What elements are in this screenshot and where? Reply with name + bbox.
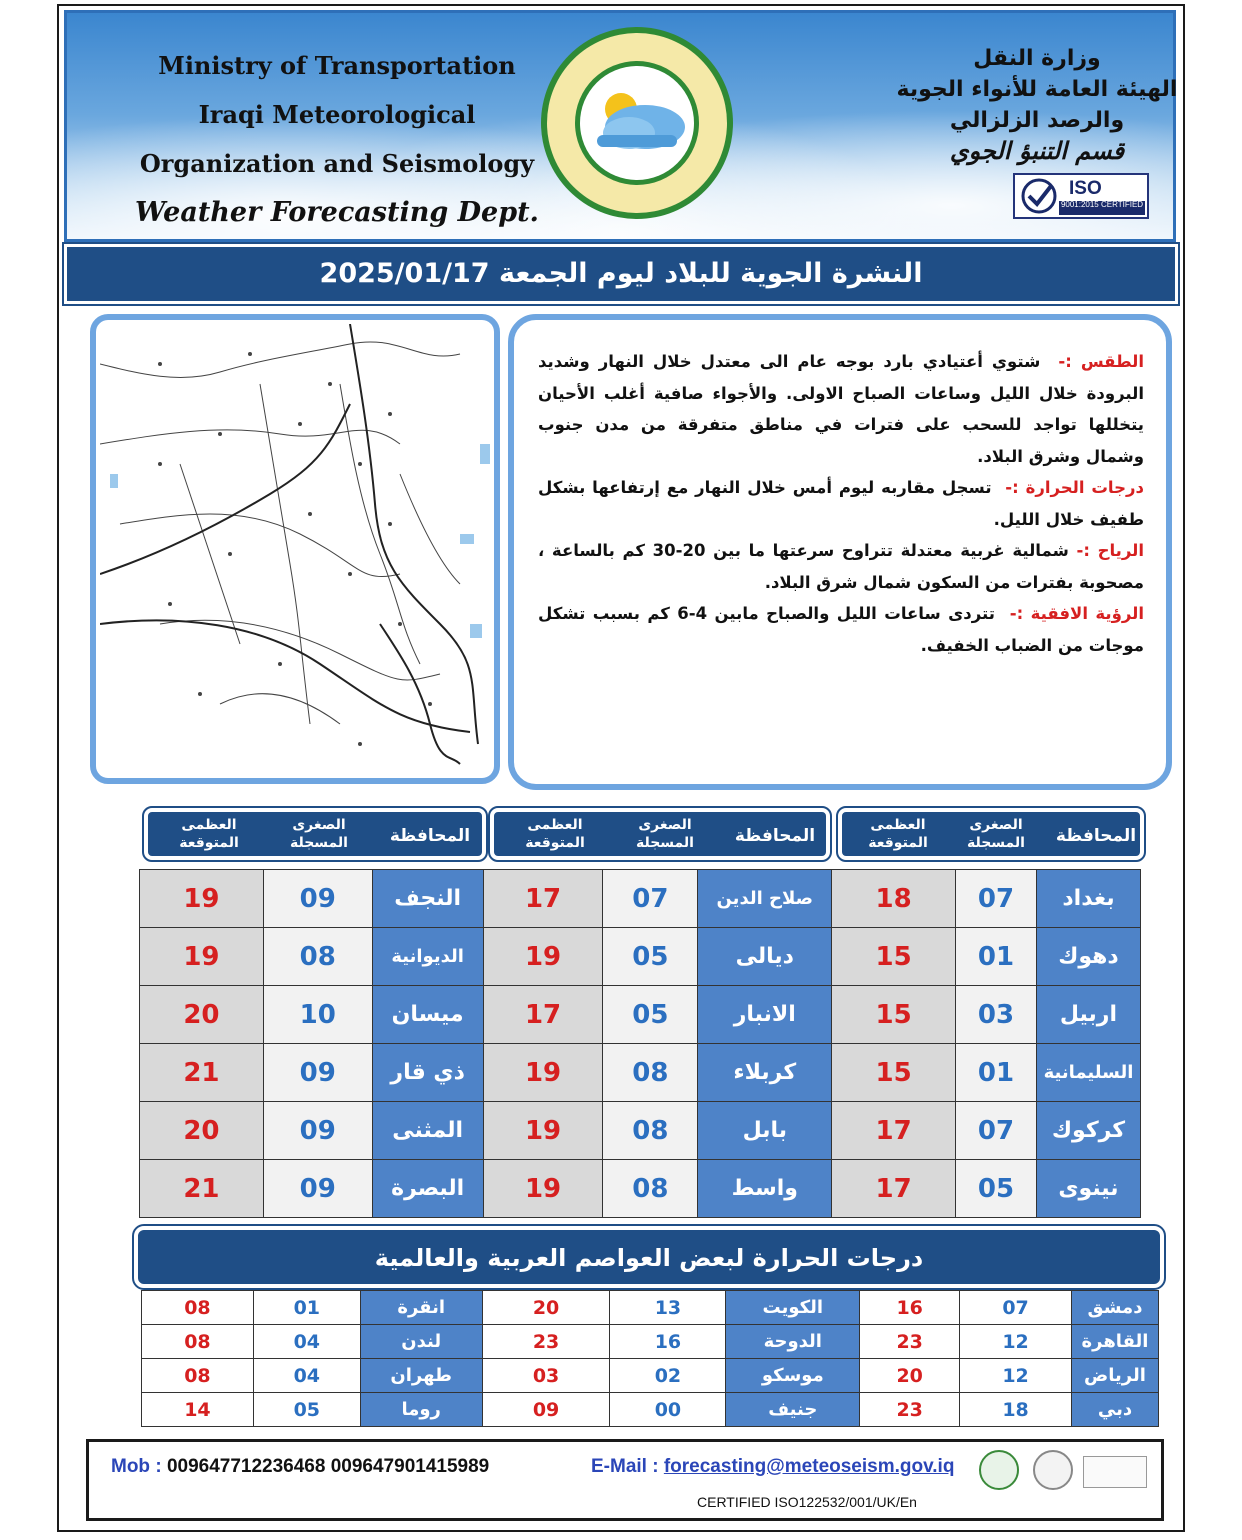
weather-text: شتوي أعتيادي بارد بوجه عام الى معتدل خلال النهار وشديد البرودة خلال الليل وساعات الصباح الاولى. والأجواء صافية أغلب الأحيان يتخللها تواجد للسحب على فترات في مناطق متفرقة من مدن جنوب وشمال وشرق البلاد. — [538, 352, 1144, 466]
city-name-cell: كركوك — [1036, 1102, 1140, 1160]
city-name-cell: البصرة — [372, 1160, 483, 1218]
max-temp-cell: 15 — [832, 928, 956, 986]
min-temp-cell: 05 — [956, 1160, 1037, 1218]
min-temp-cell: 07 — [956, 870, 1037, 928]
table-row — [140, 1160, 1141, 1218]
min-temp-cell: 05 — [603, 986, 698, 1044]
max-temp-cell: 20 — [860, 1359, 960, 1393]
city-name-cell: السليمانية — [1036, 1044, 1140, 1102]
max-temp-cell: 19 — [483, 928, 603, 986]
iraq-map — [90, 314, 500, 784]
min-temp-cell: 01 — [956, 1044, 1037, 1102]
max-temp-cell: 17 — [483, 870, 603, 928]
city-name-cell: موسكو — [726, 1359, 860, 1393]
city-name-cell: ذي قار — [372, 1044, 483, 1102]
max-temp-cell: 08 — [142, 1325, 254, 1359]
iso-badge — [1013, 173, 1149, 219]
weather-paragraph — [538, 346, 1144, 472]
header-province: المحافظة — [389, 826, 471, 846]
min-temp-cell: 04 — [253, 1359, 360, 1393]
organization-seal-icon — [537, 23, 737, 223]
city-name-cell: صلاح الدين — [698, 870, 832, 928]
max-temp-cell: 21 — [140, 1160, 264, 1218]
min-temp-cell: 02 — [610, 1359, 726, 1393]
header-en-line-2: Iraqi Meteorological — [198, 100, 476, 129]
max-temp-cell: 20 — [482, 1291, 610, 1325]
max-temp-cell: 18 — [832, 870, 956, 928]
min-temp-cell: 00 — [610, 1393, 726, 1427]
header-en-line-3: Organization and Seismology — [139, 149, 535, 178]
capitals-table — [141, 1290, 1159, 1427]
max-temp-cell: 17 — [832, 1160, 956, 1218]
mobile-numbers: Mob : 009647712236468 009647901415989 — [111, 1456, 490, 1477]
max-temp-cell: 23 — [482, 1325, 610, 1359]
city-name-cell: لندن — [360, 1325, 482, 1359]
max-temp-cell: 15 — [832, 1044, 956, 1102]
email: E-Mail : forecasting@meteoseism.gov.iq — [591, 1456, 955, 1477]
max-temp-cell: 19 — [483, 1102, 603, 1160]
iso-sub: 9001:2015 CERTIFIED — [1059, 201, 1145, 215]
min-temp-cell: 05 — [603, 928, 698, 986]
max-temp-cell: 14 — [142, 1393, 254, 1427]
visibility-paragraph — [538, 598, 1144, 661]
min-temp-cell: 09 — [263, 870, 372, 928]
iso-label: ISO — [1069, 178, 1102, 199]
wind-paragraph — [538, 535, 1144, 598]
header-min: الصغرى المسجلة — [290, 817, 348, 851]
max-temp-cell: 17 — [832, 1102, 956, 1160]
table-row — [142, 1325, 1159, 1359]
header-english — [127, 41, 547, 237]
city-name-cell: انقرة — [360, 1291, 482, 1325]
city-name-cell: الرياض — [1071, 1359, 1158, 1393]
max-temp-cell: 23 — [860, 1393, 960, 1427]
min-temp-cell: 12 — [960, 1359, 1072, 1393]
table-row — [140, 928, 1141, 986]
city-name-cell: ميسان — [372, 986, 483, 1044]
min-temp-cell: 05 — [253, 1393, 360, 1427]
footer-logo-icon-3 — [1083, 1456, 1147, 1488]
map-icon — [100, 324, 492, 776]
max-temp-cell: 21 — [140, 1044, 264, 1102]
city-name-cell: الكويت — [726, 1291, 860, 1325]
city-name-cell: بابل — [698, 1102, 832, 1160]
capitals-title: درجات الحرارة لبعض العواصم العربية والعالمية — [134, 1226, 1164, 1288]
min-temp-cell: 08 — [603, 1044, 698, 1102]
min-temp-cell: 09 — [263, 1044, 372, 1102]
temperature-paragraph — [538, 472, 1144, 535]
max-temp-cell: 19 — [483, 1044, 603, 1102]
city-name-cell: الانبار — [698, 986, 832, 1044]
min-temp-cell: 09 — [263, 1102, 372, 1160]
city-name-cell: الدوحة — [726, 1325, 860, 1359]
max-temp-cell: 17 — [483, 986, 603, 1044]
city-name-cell: كربلاء — [698, 1044, 832, 1102]
visibility-label: الرؤية الافقية :- — [1009, 604, 1144, 623]
header-arabic — [867, 43, 1207, 167]
min-temp-cell: 07 — [960, 1291, 1072, 1325]
city-name-cell: النجف — [372, 870, 483, 928]
table-row — [142, 1393, 1159, 1427]
max-temp-cell: 19 — [140, 928, 264, 986]
footer-logo-icon-2 — [1033, 1450, 1073, 1490]
table-row — [142, 1291, 1159, 1325]
forecast-panel — [508, 314, 1172, 790]
wind-text: شمالية غربية معتدلة تتراوح سرعتها ما بين 20-30 كم بالساعة ، مصحوبة بفترات من السكون شمال شرق البلاد. — [538, 541, 1144, 592]
min-temp-cell: 04 — [253, 1325, 360, 1359]
header-en-dept: Weather Forecasting Dept. — [135, 197, 539, 228]
city-name-cell: المثنى — [372, 1102, 483, 1160]
temperature-label: درجات الحرارة :- — [1005, 478, 1144, 497]
city-name-cell: القاهرة — [1071, 1325, 1158, 1359]
header-max: العظمى المتوقعة — [525, 817, 585, 851]
header-banner — [64, 10, 1176, 242]
header-ar-line-1: وزارة النقل — [973, 46, 1101, 71]
table-row — [140, 1102, 1141, 1160]
footer-logo-icon — [979, 1450, 1019, 1490]
max-temp-cell: 20 — [140, 1102, 264, 1160]
mobile-value: 009647712236468 009647901415989 — [166, 1456, 490, 1477]
provinces-table — [139, 869, 1141, 1218]
table-header-group-1 — [838, 808, 1144, 860]
header-province: المحافظة — [1055, 826, 1137, 846]
min-temp-cell: 07 — [603, 870, 698, 928]
max-temp-cell: 20 — [140, 986, 264, 1044]
header-min: الصغرى المسجلة — [967, 817, 1025, 851]
city-name-cell: واسط — [698, 1160, 832, 1218]
max-temp-cell: 16 — [860, 1291, 960, 1325]
temperature-text: تسجل مقاربه ليوم أمس خلال النهار مع إرتفاعها بشكل طفيف خلال الليل. — [538, 478, 1144, 529]
city-name-cell: بغداد — [1036, 870, 1140, 928]
bulletin-title: النشرة الجوية للبلاد ليوم الجمعة 2025/01/17 — [64, 244, 1178, 304]
city-name-cell: الديوانية — [372, 928, 483, 986]
header-ar-dept: قسم التنبؤ الجوي — [949, 137, 1125, 165]
min-temp-cell: 18 — [960, 1393, 1072, 1427]
email-link[interactable]: forecasting@meteoseism.gov.iq — [663, 1456, 955, 1477]
wind-label: الرياح :- — [1076, 541, 1144, 560]
min-temp-cell: 16 — [610, 1325, 726, 1359]
city-name-cell: ديالى — [698, 928, 832, 986]
table-header-group-2 — [490, 808, 830, 860]
city-name-cell: روما — [360, 1393, 482, 1427]
min-temp-cell: 01 — [253, 1291, 360, 1325]
table-row — [142, 1359, 1159, 1393]
weather-label: الطقس :- — [1058, 352, 1144, 371]
city-name-cell: نينوى — [1036, 1160, 1140, 1218]
max-temp-cell: 08 — [142, 1291, 254, 1325]
max-temp-cell: 19 — [140, 870, 264, 928]
footer — [86, 1439, 1164, 1521]
visibility-text: تتردى ساعات الليل والصباح مابين 4-6 كم بسبب تشكل موجات من الضباب الخفيف. — [538, 604, 1144, 655]
header-province: المحافظة — [734, 826, 816, 846]
max-temp-cell: 09 — [482, 1393, 610, 1427]
header-ar-line-3: والرصد الزلزالي — [949, 108, 1125, 133]
header-en-line-1: Ministry of Transportation — [158, 51, 516, 80]
city-name-cell: اربيل — [1036, 986, 1140, 1044]
header-max: العظمى المتوقعة — [179, 817, 239, 851]
max-temp-cell: 23 — [860, 1325, 960, 1359]
max-temp-cell: 08 — [142, 1359, 254, 1393]
city-name-cell: جنيف — [726, 1393, 860, 1427]
min-temp-cell: 09 — [263, 1160, 372, 1218]
min-temp-cell: 01 — [956, 928, 1037, 986]
min-temp-cell: 08 — [603, 1102, 698, 1160]
header-ar-line-2: الهيئة العامة للأنواء الجوية — [896, 77, 1178, 102]
min-temp-cell: 07 — [956, 1102, 1037, 1160]
min-temp-cell: 08 — [603, 1160, 698, 1218]
city-name-cell: دمشق — [1071, 1291, 1158, 1325]
min-temp-cell: 12 — [960, 1325, 1072, 1359]
city-name-cell: طهران — [360, 1359, 482, 1393]
table-header-group-3 — [144, 808, 486, 860]
check-icon — [1019, 176, 1059, 216]
min-temp-cell: 08 — [263, 928, 372, 986]
table-row — [140, 1044, 1141, 1102]
header-min: الصغرى المسجلة — [636, 817, 694, 851]
max-temp-cell: 19 — [483, 1160, 603, 1218]
max-temp-cell: 03 — [482, 1359, 610, 1393]
forecast-text — [538, 346, 1144, 661]
city-name-cell: دهوك — [1036, 928, 1140, 986]
table-row — [140, 870, 1141, 928]
min-temp-cell: 13 — [610, 1291, 726, 1325]
max-temp-cell: 15 — [832, 986, 956, 1044]
min-temp-cell: 10 — [263, 986, 372, 1044]
header-max: العظمى المتوقعة — [868, 817, 928, 851]
city-name-cell: دبي — [1071, 1393, 1158, 1427]
table-row — [140, 986, 1141, 1044]
certification: CERTIFIED ISO122532/001/UK/En — [697, 1494, 917, 1510]
min-temp-cell: 03 — [956, 986, 1037, 1044]
